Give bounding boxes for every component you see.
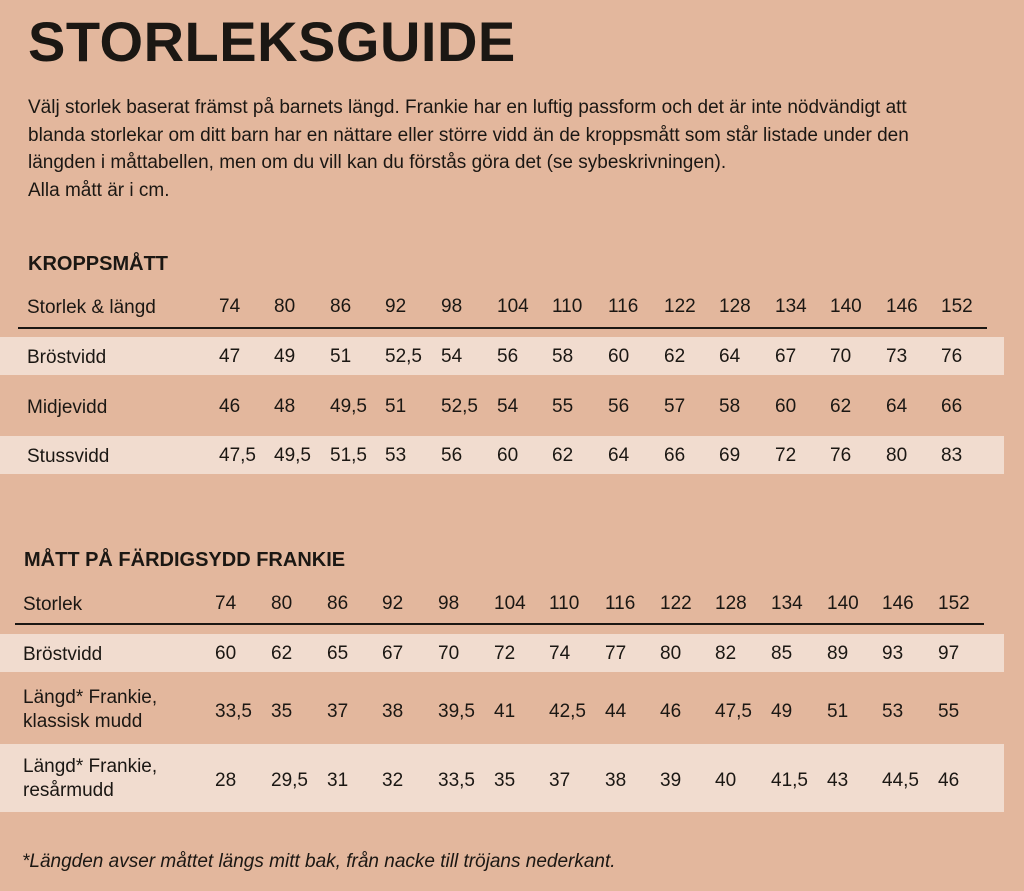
- row-label-line: Längd* Frankie,: [23, 687, 158, 708]
- table-cell: 80: [660, 643, 682, 664]
- table-cell: 64: [608, 445, 630, 466]
- table-cell: 43: [827, 770, 849, 791]
- table-cell: 46: [938, 770, 960, 791]
- row-label: [23, 643, 102, 667]
- table-cell: 52,5: [385, 346, 422, 367]
- size-column-header: 86: [327, 593, 349, 614]
- row-label: [23, 686, 157, 734]
- table-row: [0, 396, 1024, 424]
- size-column-header: 92: [382, 593, 404, 614]
- table-cell: 56: [497, 346, 519, 367]
- size-column-header: 128: [715, 593, 747, 614]
- table-cell: 73: [886, 346, 908, 367]
- row-label: Stussvidd: [27, 446, 110, 467]
- table-cell: 53: [882, 701, 904, 722]
- table-cell: 69: [719, 445, 741, 466]
- table-cell: 35: [271, 701, 293, 722]
- table-cell: 41,5: [771, 770, 808, 791]
- table-cell: 67: [382, 643, 404, 664]
- table-cell: 32: [382, 770, 404, 791]
- size-column-header: 98: [441, 296, 463, 317]
- table-cell: 42,5: [549, 701, 586, 722]
- intro-line: blanda storlekar om ditt barn har en nättare eller större vidd än de kroppsmått som står listade under den: [28, 124, 909, 146]
- table-cell: 60: [497, 445, 519, 466]
- table-cell: 44,5: [882, 770, 919, 791]
- table-cell: 55: [938, 701, 960, 722]
- row-label-line: klassisk mudd: [23, 710, 143, 732]
- intro-line: längden i måttabellen, men om du vill kan du förstås göra det (se sybeskrivningen).: [28, 152, 727, 174]
- table-cell: 47: [219, 346, 241, 367]
- table-cell: 38: [382, 701, 404, 722]
- table-cell: 39,5: [438, 701, 475, 722]
- intro-line: Alla mått är i cm.: [28, 179, 170, 201]
- body-measurements-title: KROPPSMÅTT: [28, 253, 168, 275]
- table-divider: [18, 327, 987, 329]
- table-cell: 44: [605, 701, 627, 722]
- table-cell: 33,5: [215, 701, 252, 722]
- table-cell: 49: [274, 346, 296, 367]
- table-cell: 49: [771, 701, 793, 722]
- table-row: [0, 643, 1024, 671]
- size-column-header: 110: [552, 296, 583, 317]
- table-cell: 51,5: [330, 445, 367, 466]
- intro-text: [28, 94, 1008, 204]
- size-column-header: 80: [271, 593, 293, 614]
- table-cell: 35: [494, 770, 516, 791]
- table-cell: 57: [664, 396, 686, 417]
- intro-line: Välj storlek baserat främst på barnets längd. Frankie har en luftig passform och det är inte nödvändigt att: [28, 97, 907, 118]
- row-label: [23, 755, 157, 803]
- footnote: *Längden avser måttet längs mitt bak, från nacke till tröjans nederkant.: [22, 851, 616, 872]
- table-cell: 72: [775, 445, 797, 466]
- size-column-header: 146: [886, 296, 918, 317]
- table-cell: 33,5: [438, 770, 475, 791]
- table-cell: 47,5: [715, 701, 752, 722]
- table-cell: 66: [664, 445, 686, 466]
- size-column-header: 74: [219, 296, 241, 317]
- table-cell: 97: [938, 643, 960, 664]
- size-column-header: 116: [608, 296, 639, 317]
- table-cell: 51: [827, 701, 849, 722]
- table-cell: 46: [219, 396, 241, 417]
- size-column-header: 116: [605, 593, 636, 614]
- table-cell: 72: [494, 643, 516, 664]
- table-cell: 51: [385, 396, 407, 417]
- finished-measurements-title: MÅTT PÅ FÄRDIGSYDD FRANKIE: [24, 549, 346, 571]
- size-column-header: 104: [497, 296, 529, 317]
- size-column-header: 152: [941, 296, 973, 317]
- size-column-header: 104: [494, 593, 526, 614]
- row-label-line: Längd* Frankie,: [23, 756, 158, 777]
- table-cell: 80: [886, 445, 908, 466]
- table-cell: 52,5: [441, 396, 478, 417]
- table-cell: 62: [830, 396, 852, 417]
- table-row: [0, 686, 1024, 742]
- table-cell: 60: [608, 346, 630, 367]
- table-cell: 56: [608, 396, 630, 417]
- row-label-line: Bröstvidd: [23, 644, 103, 665]
- body-measurements-header-row: [0, 296, 1024, 324]
- table-cell: 83: [941, 445, 963, 466]
- table-cell: 60: [215, 643, 237, 664]
- table-cell: 74: [549, 643, 571, 664]
- table-cell: 89: [827, 643, 849, 664]
- table-cell: 93: [882, 643, 904, 664]
- table-cell: 46: [660, 701, 682, 722]
- size-column-header: 140: [830, 296, 862, 317]
- size-column-header: 122: [660, 593, 692, 614]
- size-length-header: Storlek & längd: [27, 297, 156, 318]
- table-cell: 54: [497, 396, 519, 417]
- table-cell: 62: [552, 445, 574, 466]
- table-cell: 56: [441, 445, 463, 466]
- table-cell: 37: [549, 770, 571, 791]
- size-column-header: 152: [938, 593, 970, 614]
- page-title: STORLEKSGUIDE: [28, 10, 516, 73]
- table-cell: 47,5: [219, 445, 256, 466]
- table-cell: 77: [605, 643, 627, 664]
- table-row: [0, 445, 1024, 473]
- table-cell: 58: [552, 346, 574, 367]
- table-cell: 37: [327, 701, 349, 722]
- row-label: Midjevidd: [27, 397, 108, 418]
- size-column-header: 128: [719, 296, 751, 317]
- table-cell: 64: [719, 346, 741, 367]
- finished-measurements-header-row: [0, 593, 1024, 621]
- table-cell: 58: [719, 396, 741, 417]
- table-cell: 48: [274, 396, 296, 417]
- table-cell: 31: [327, 770, 349, 791]
- table-cell: 76: [941, 346, 963, 367]
- table-divider: [15, 623, 984, 625]
- table-cell: 40: [715, 770, 737, 791]
- table-cell: 70: [830, 346, 852, 367]
- table-cell: 66: [941, 396, 963, 417]
- table-cell: 49,5: [330, 396, 367, 417]
- table-cell: 70: [438, 643, 460, 664]
- size-column-header: 134: [771, 593, 803, 614]
- row-label-line: resårmudd: [23, 779, 114, 801]
- table-cell: 76: [830, 445, 852, 466]
- table-cell: 85: [771, 643, 793, 664]
- table-cell: 51: [330, 346, 352, 367]
- table-cell: 29,5: [271, 770, 308, 791]
- size-column-header: 110: [549, 593, 580, 614]
- size-column-header: 86: [330, 296, 352, 317]
- size-column-header: 92: [385, 296, 407, 317]
- table-cell: 38: [605, 770, 627, 791]
- table-cell: 62: [664, 346, 686, 367]
- row-label: Bröstvidd: [27, 347, 107, 368]
- table-cell: 65: [327, 643, 349, 664]
- table-row: [0, 755, 1024, 811]
- size-column-header: 80: [274, 296, 296, 317]
- size-column-header: 140: [827, 593, 859, 614]
- size-column-header: 98: [438, 593, 460, 614]
- table-cell: 41: [494, 701, 516, 722]
- table-cell: 55: [552, 396, 574, 417]
- table-cell: 28: [215, 770, 237, 791]
- size-header: Storlek: [23, 594, 83, 615]
- table-cell: 39: [660, 770, 682, 791]
- table-cell: 49,5: [274, 445, 311, 466]
- table-row: [0, 346, 1024, 374]
- size-column-header: 74: [215, 593, 237, 614]
- table-cell: 82: [715, 643, 737, 664]
- size-column-header: 146: [882, 593, 914, 614]
- table-cell: 53: [385, 445, 407, 466]
- size-column-header: 122: [664, 296, 696, 317]
- table-cell: 62: [271, 643, 293, 664]
- table-cell: 54: [441, 346, 463, 367]
- size-column-header: 134: [775, 296, 807, 317]
- table-cell: 60: [775, 396, 797, 417]
- table-cell: 64: [886, 396, 908, 417]
- table-cell: 67: [775, 346, 797, 367]
